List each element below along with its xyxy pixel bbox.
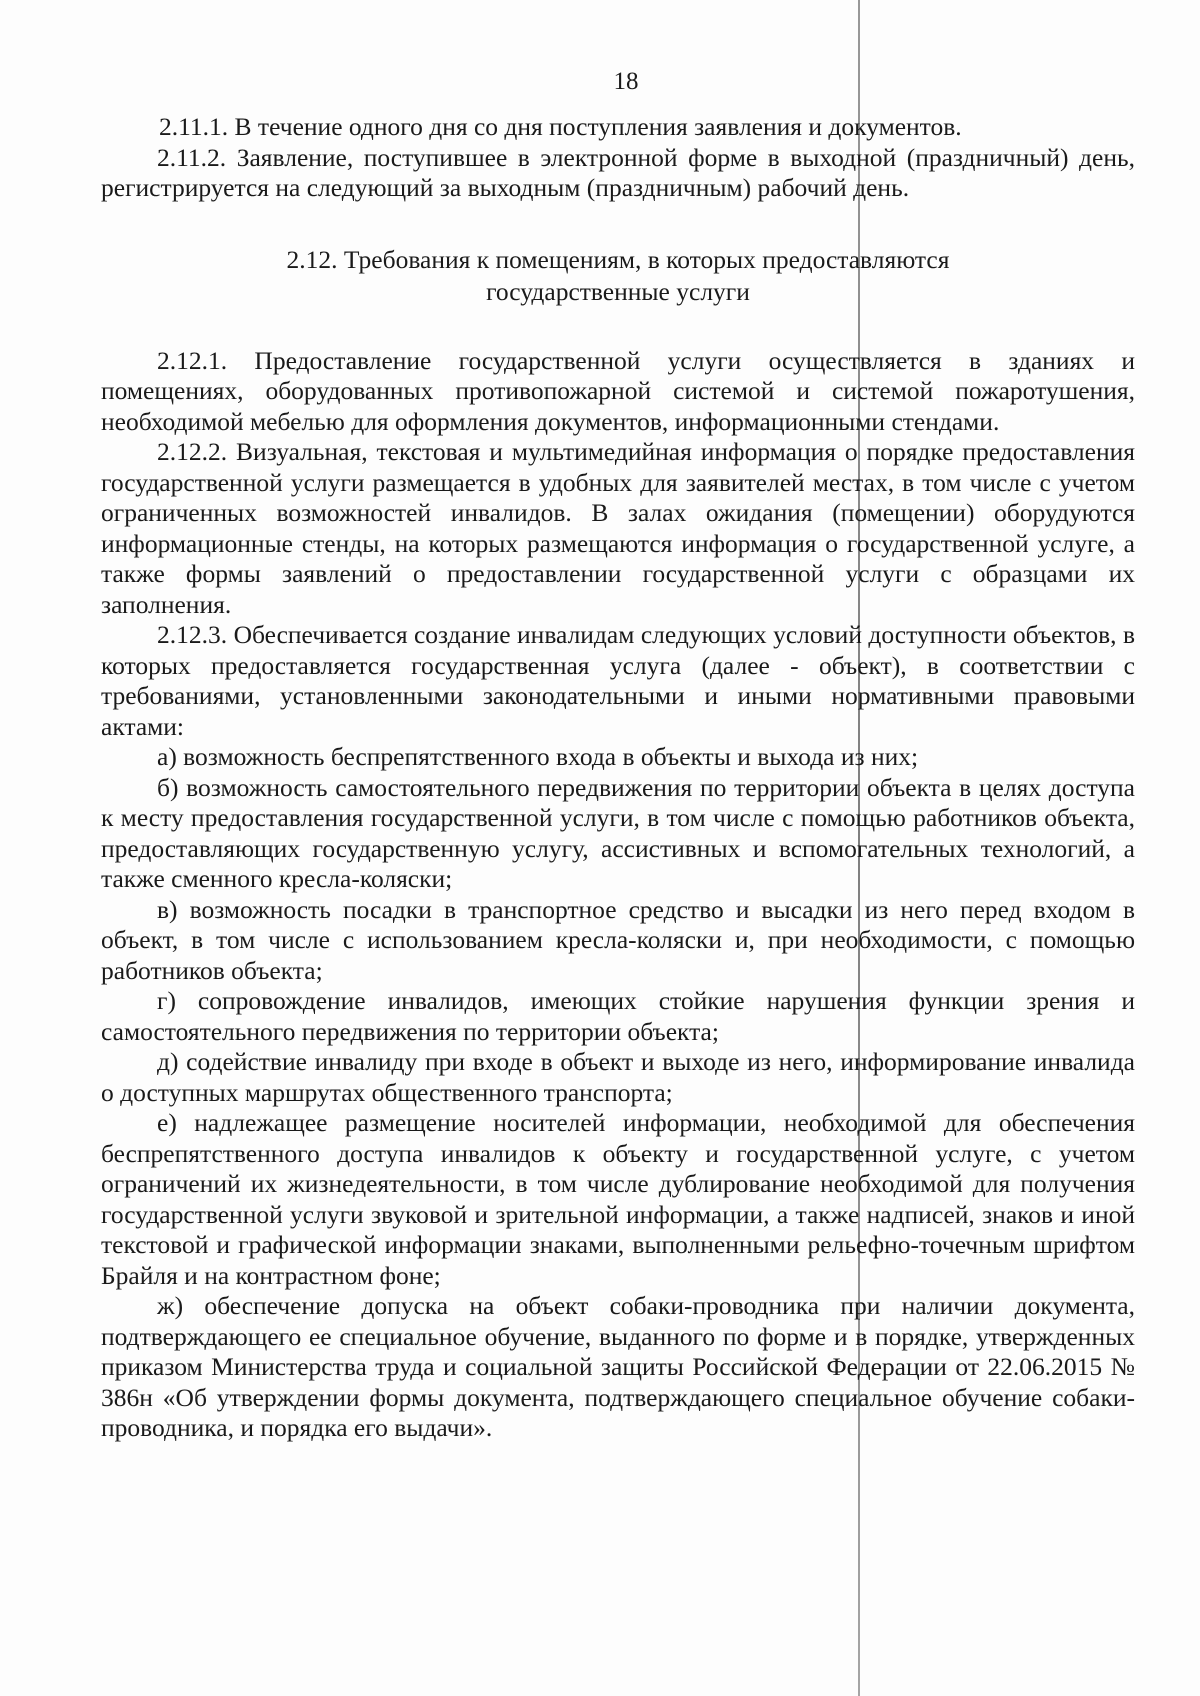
paragraph-2-11-2: 2.11.2. Заявление, поступившее в электронной форме в выходной (праздничный) день, регистрируется на следующий за выходным (праздничным) рабочий день. <box>101 142 1135 202</box>
paragraph-2-12-2: 2.12.2. Визуальная, текстовая и мультимедийная информация о порядке предоставления государственной услуги размещается в удобных для заявителей местах, в том числе с учетом ограниченных возможностей инвалидов. В залах ожидания (помещении) оборудуются информационные стенды, на которых размещаются информация о государственной услуге, а также формы заявлений о предоставлении государственной услуги с образцами их заполнения. <box>101 437 1135 619</box>
paragraph-2-12-1: 2.12.1. Предоставление государственной услуги осуществляется в зданиях и помещениях, оборудованных противопожарной системой и системой пожаротушения, необходимой мебелью для оформления документов, информационными стендами. <box>101 345 1135 436</box>
section-heading <box>101 244 1135 308</box>
paragraph-2-12-3: 2.12.3. Обеспечивается создание инвалидам следующих условий доступности объектов, в которых предоставляется государственная услуга (далее - объект), в соответствии с требованиями, установленными законодательными и иными нормативными правовыми актами: <box>101 620 1135 741</box>
list-item-d: д) содействие инвалиду при входе в объект и выходе из него, информирование инвалида о доступных маршрутах общественного транспорта; <box>101 1047 1135 1107</box>
list-item-zh: ж) обеспечение допуска на объект собаки-проводника при наличии документа, подтверждающего ее специальное обучение, выданного по форме и в порядке, утвержденных приказом Министерства труда и социальной защиты Российской Федерации от 22.06.2015 № 386н «Об утверждении формы документа, подтверждающего специальное обучение собаки-проводника, и порядка его выдачи». <box>101 1291 1135 1442</box>
list-item-a: а) возможность беспрепятственного входа в объекты и выхода из них; <box>157 742 919 771</box>
page-number: 18 <box>613 68 639 95</box>
section-heading-line-1: 2.12. Требования к помещениям, в которых предоставляются <box>286 244 950 274</box>
document-body <box>101 112 1135 1444</box>
list-item-v: в) возможность посадки в транспортное средство и высадки из него перед входом в объект, в том числе с использованием кресла-коляски и, при необходимости, с помощью работников объекта; <box>101 894 1135 985</box>
list-item-e: е) надлежащее размещение носителей информации, необходимой для обеспечения беспрепятственного доступа инвалидов к объекту и государственной услуге, с учетом ограничений их жизнедеятельности, в том числе дублирование необходимой для получения государственной услуги звуковой и зрительной информации, а также надписей, знаков и иной текстовой и графической информации знаками, выполненными рельефно-точечным шрифтом Брайля и на контрастном фоне; <box>101 1108 1135 1290</box>
list-item-b: б) возможность самостоятельного передвижения по территории объекта в целях доступа к месту предоставления государственной услуги, в том числе с помощью работников объекта, предоставляющих государственную услугу, ассистивных и вспомогательных технологий, а также сменного кресла-коляски; <box>101 772 1135 893</box>
list-item-g: г) сопровождение инвалидов, имеющих стойкие нарушения функции зрения и самостоятельного передвижения по территории объекта; <box>101 986 1135 1046</box>
paragraph-2-11-1: 2.11.1. В течение одного дня со дня поступления заявления и документов. <box>159 112 962 141</box>
section-heading-line-2: государственные услуги <box>486 276 750 306</box>
